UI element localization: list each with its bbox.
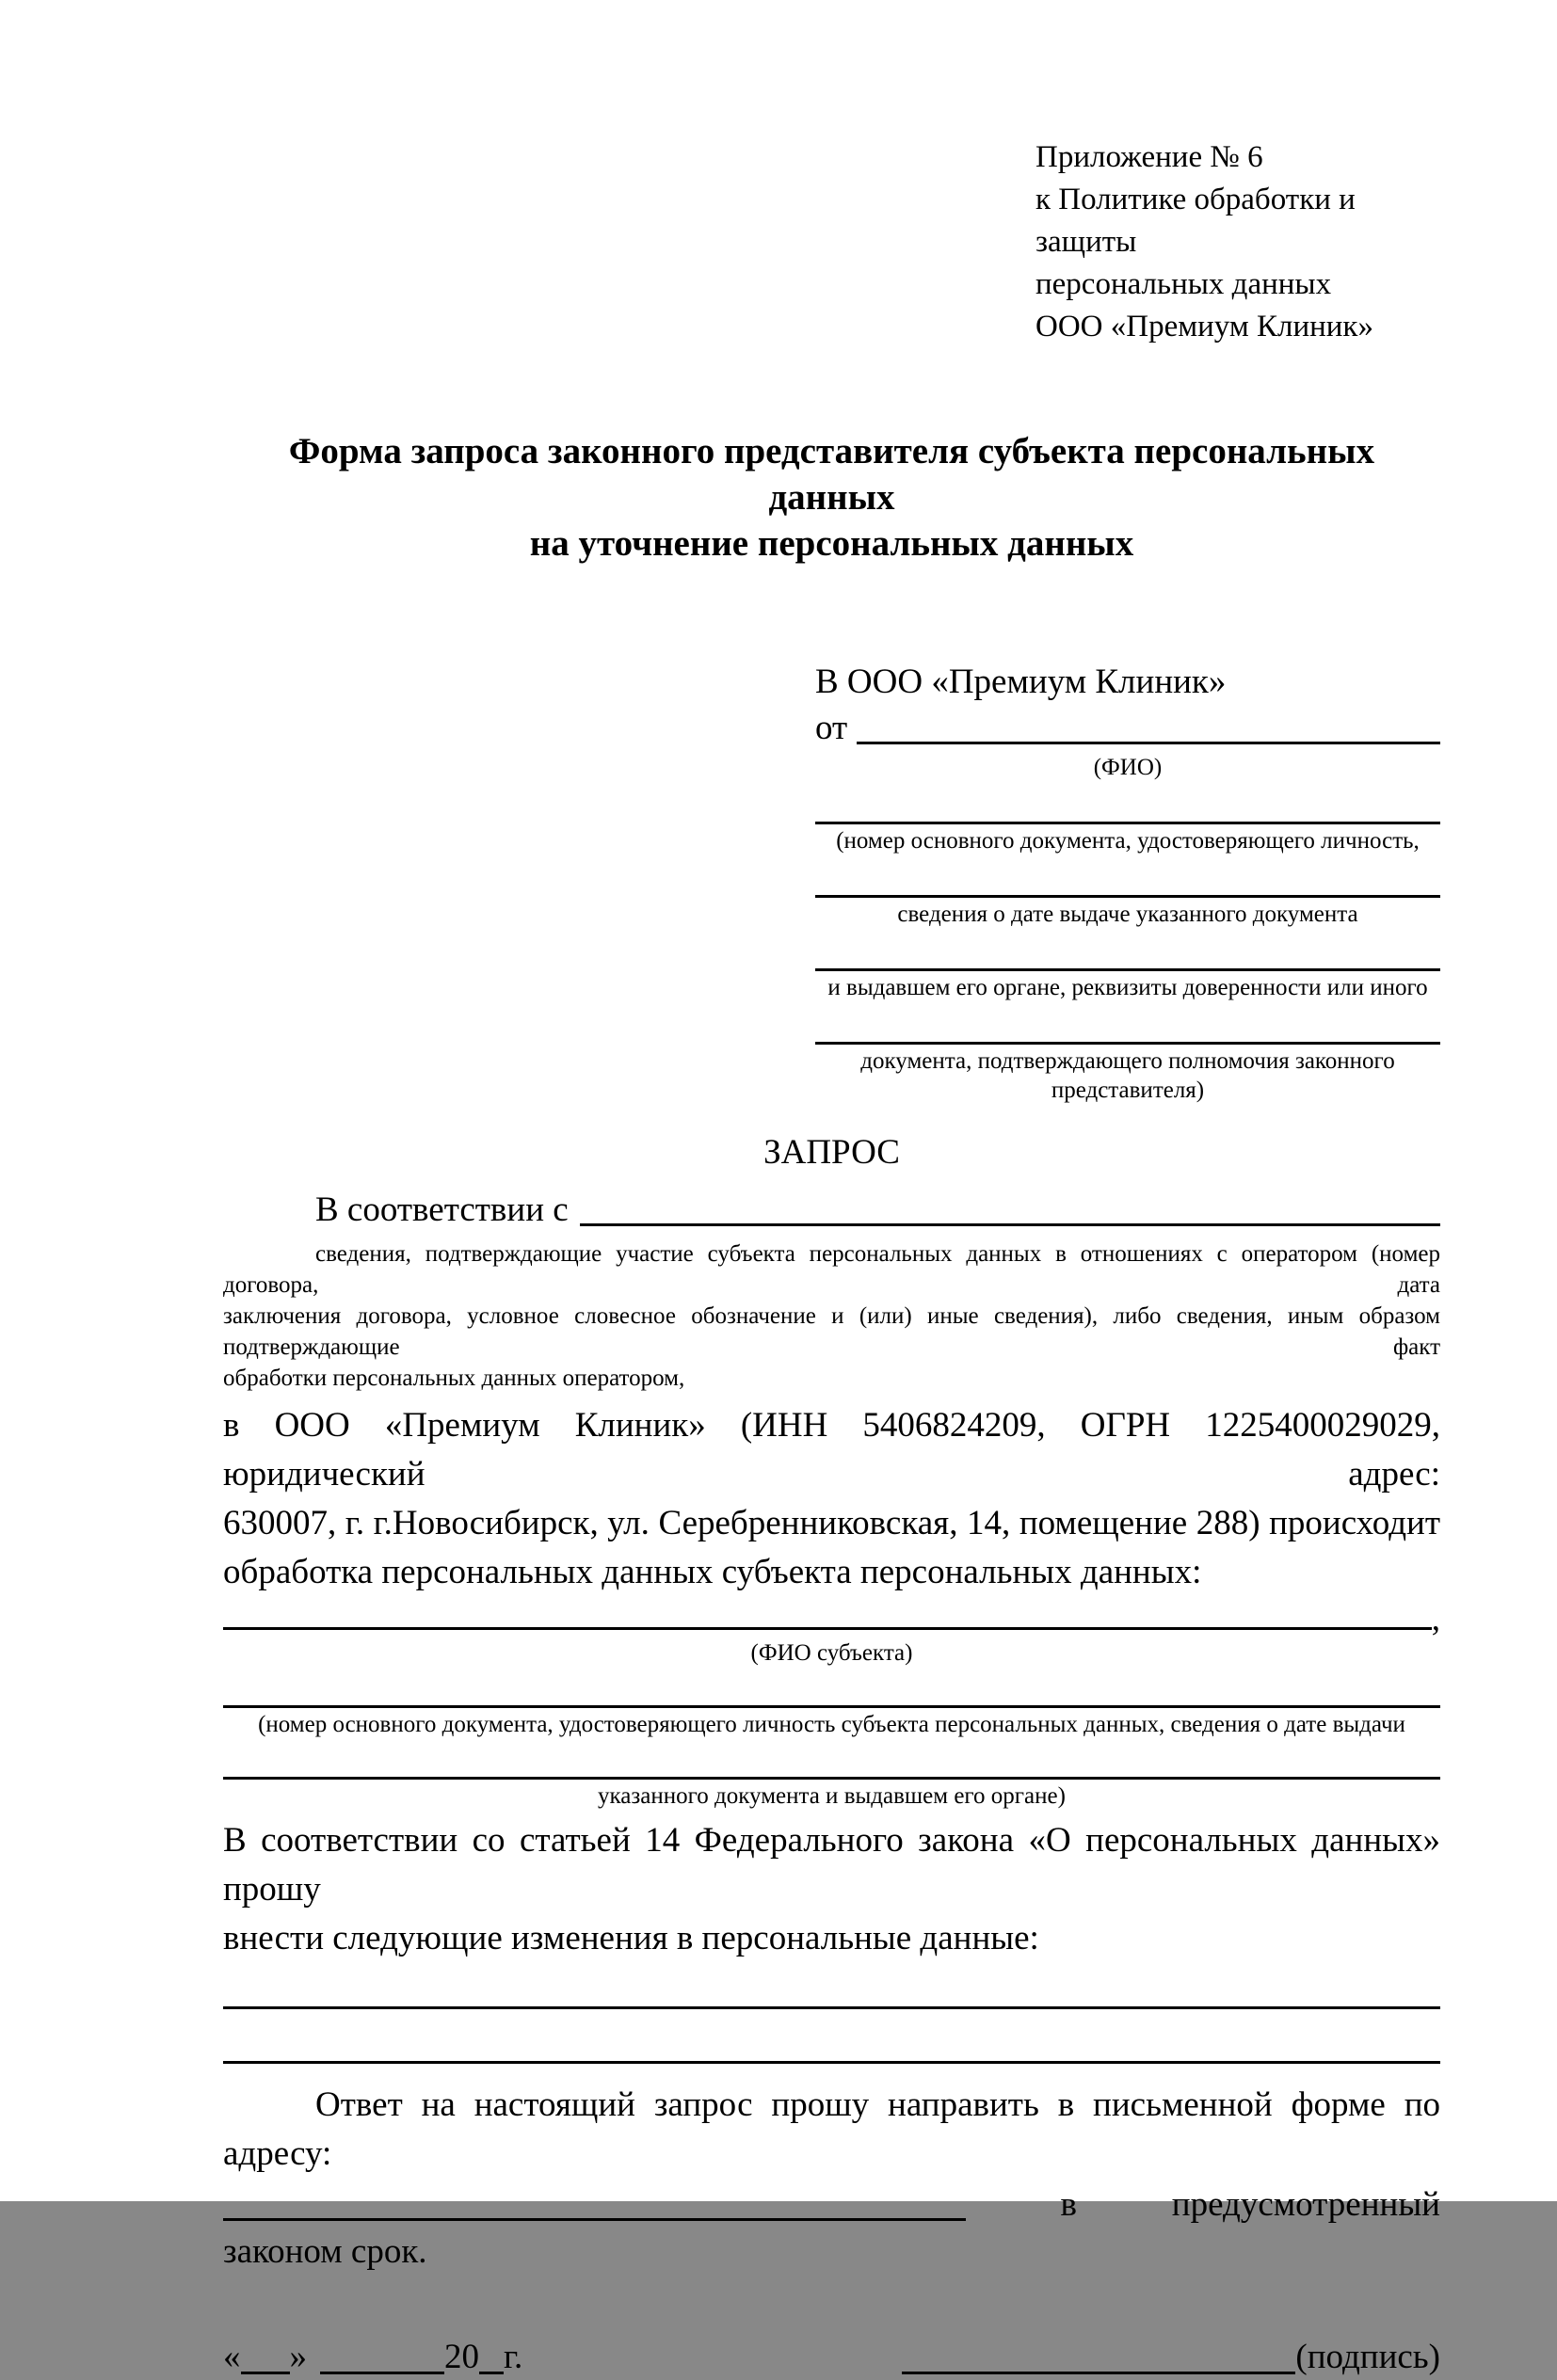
answer-address-row xyxy=(223,2179,1440,2228)
signature-caption: (подпись) xyxy=(1295,2338,1440,2376)
article-line: внести следующие изменения в персональные данные: xyxy=(223,1919,1039,1957)
header-line: Приложение № 6 xyxy=(1035,140,1263,174)
doc-authority-group xyxy=(815,1042,1440,1105)
operator-line: 630007, г. г.Новосибирск, ул. Серебренниковская, 14, помещение 288) происходит xyxy=(223,1504,1440,1542)
blank-line xyxy=(815,822,1440,824)
request-heading: ЗАПРОС xyxy=(763,1133,900,1172)
answer-paragraph-line-1: Ответ на настоящий запрос прошу направить в письменной форме по адресу: xyxy=(223,2085,1440,2173)
year-suffix: г. xyxy=(504,2338,523,2376)
doc-date-group xyxy=(815,895,1440,929)
year-blank-line xyxy=(479,2372,504,2374)
accordance-prefix: В соответствии с xyxy=(315,1190,569,1229)
subject-doc-caption: (номер основного документа, удостоверяющего личность субъекта персональных данных, сведения о дате выдачи xyxy=(258,1712,1405,1737)
blank-line xyxy=(223,1705,1440,1708)
doc-issuer-group xyxy=(815,968,1440,1002)
subject-doc-caption: указанного документа и выдавшем его органе) xyxy=(598,1783,1066,1809)
header-line: ООО «Премиум Клиник» xyxy=(1035,310,1373,343)
operator-paragraph xyxy=(223,1401,1440,1597)
changes-blank-line-1 xyxy=(223,2006,1440,2009)
answer-paragraph-tail: законом срок. xyxy=(223,2232,427,2271)
year-prefix: 20 xyxy=(444,2338,479,2376)
document-header xyxy=(1035,136,1440,348)
operator-line: в ООО «Премиум Клиник» (ИНН 5406824209, ОГРН 1225400029029, юридический адрес: xyxy=(223,1406,1440,1493)
line-caption: сведения о дате выдаче указанного документа xyxy=(897,902,1358,927)
subject-fio-row xyxy=(223,1601,1440,1637)
operator-line: обработка персональных данных субъекта персональных данных: xyxy=(223,1553,1202,1591)
accordance-blank-line xyxy=(580,1223,1440,1226)
blank-line xyxy=(223,1777,1440,1780)
subject-fio-caption: (ФИО субъекта) xyxy=(750,1640,913,1666)
signature-blank-line xyxy=(902,2372,1295,2374)
blank-line xyxy=(815,1042,1440,1045)
line-caption: документа, подтверждающего полномочия законного представителя) xyxy=(860,1048,1395,1103)
trailing-comma: , xyxy=(1431,1600,1440,1638)
accordance-row xyxy=(223,1186,1440,1233)
line-caption: (номер основного документа, удостоверяющего личность, xyxy=(836,828,1420,854)
article-paragraph xyxy=(223,1816,1440,1963)
subject-fio-blank-line xyxy=(223,1627,1432,1630)
subject-doc-group xyxy=(223,1705,1440,1739)
quote-open: « xyxy=(223,2338,241,2376)
date-field xyxy=(223,2335,522,2380)
address-blank-line xyxy=(223,2218,966,2221)
fio-caption: (ФИО) xyxy=(1093,755,1163,780)
article-line: В соответствии со статьей 14 Федерального закона «О персональных данных» прошу xyxy=(223,1821,1440,1909)
answer-word-in: в xyxy=(1060,2184,1077,2224)
fio-blank-line xyxy=(857,742,1440,744)
addressee-to: В ООО «Премиум Клиник» xyxy=(815,663,1227,701)
quote-close: » xyxy=(289,2338,307,2376)
document-title xyxy=(223,428,1440,567)
note-block xyxy=(223,1238,1440,1394)
title-line-1: Форма запроса законного представителя субъекта персональных данных xyxy=(288,431,1375,518)
subject-doc-group-2 xyxy=(223,1777,1440,1811)
from-row xyxy=(815,704,1440,751)
signature-row xyxy=(223,2335,1440,2380)
line-caption: и выдавшем его органе, реквизиты доверенности или иного xyxy=(827,975,1428,1000)
doc-number-group xyxy=(815,822,1440,855)
title-line-2: на уточнение персональных данных xyxy=(529,523,1134,564)
blank-line xyxy=(815,895,1440,898)
answer-word-term: предусмотренный xyxy=(1171,2184,1440,2224)
note-line: обработки персональных данных оператором, xyxy=(223,1366,685,1391)
from-label: от xyxy=(815,708,848,747)
note-line: заключения договора, условное словесное обозначение и (или) иные сведения), либо сведения, иным образом подтверждающие факт xyxy=(223,1303,1440,1360)
changes-blank-line-2 xyxy=(223,2061,1440,2064)
signature-field xyxy=(902,2335,1440,2380)
month-blank-line xyxy=(320,2372,444,2374)
addressee-block xyxy=(815,661,1440,1105)
day-blank-line xyxy=(241,2372,290,2374)
header-line: к Политике обработки и защиты xyxy=(1035,183,1356,259)
note-line: сведения, подтверждающие участие субъекта персональных данных в отношениях с оператором (номер договора, дата xyxy=(223,1241,1440,1298)
header-line: персональных данных xyxy=(1035,267,1332,301)
blank-line xyxy=(815,968,1440,971)
